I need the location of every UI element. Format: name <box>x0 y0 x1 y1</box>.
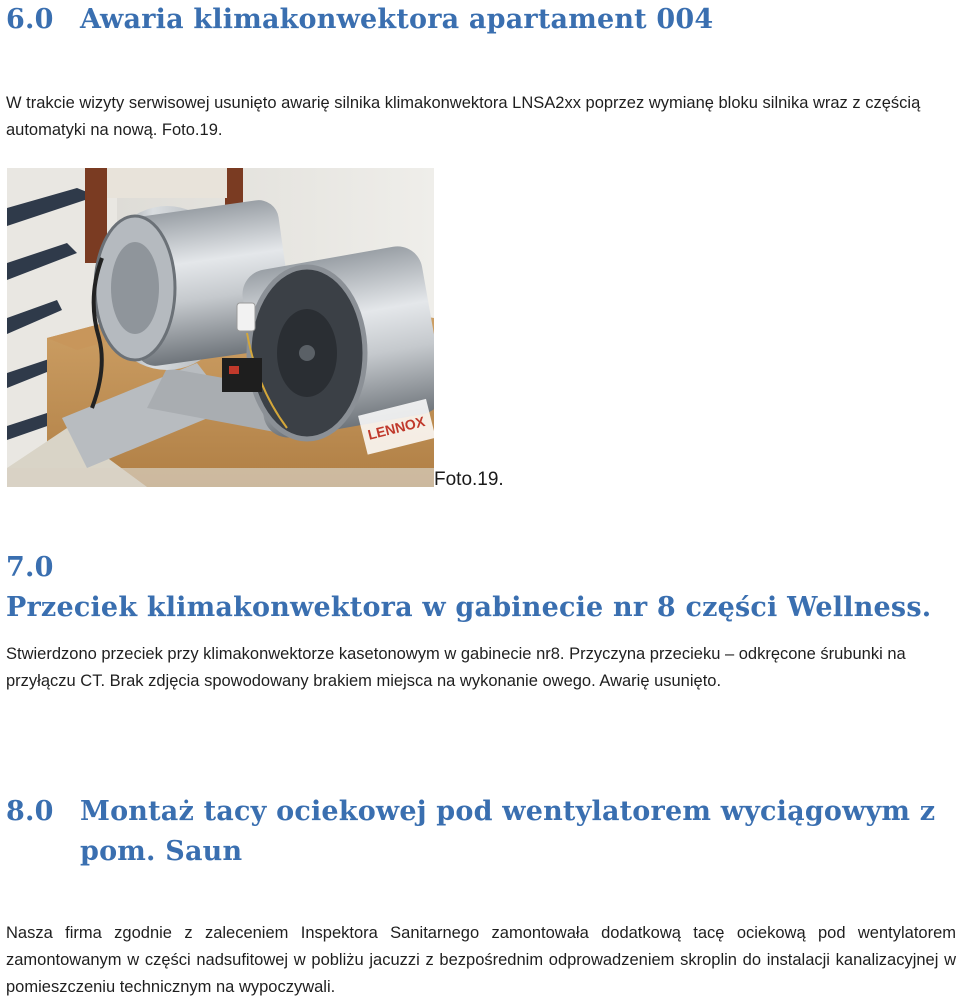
section-6-number: 6.0 <box>6 4 54 35</box>
foto-19-image <box>7 168 434 487</box>
section-6-text: W trakcie wizyty serwisowej usunięto awarię silnika klimakonwektora LNSA2xx poprzez wymianę bloku silnika wraz z częścią automatyki na nową. Foto.19. <box>6 94 921 139</box>
section-7-heading <box>6 548 960 628</box>
section-8-text: Nasza firma zgodnie z zaleceniem Inspektora Sanitarnego zamontowała dodatkową tacę ociekową pod wentylatorem zamontowanym w części nadsufitowej w pobliżu jacuzzi z bezpośrednim odprowadzeniem skroplin do instalacji kanalizacyjnej w pomieszczeniu technicznym na wypoczywali. <box>6 924 956 996</box>
section-6-heading <box>6 0 713 40</box>
section-8-number: 8.0 <box>6 796 54 827</box>
section-8-heading <box>6 792 956 872</box>
photo-caption: Foto.19. <box>434 469 504 490</box>
box-label-text: LENNOX <box>366 413 427 443</box>
section-7-number: 7.0 <box>6 552 54 583</box>
section-6-title: Awaria klimakonwektora apartament 004 <box>80 4 714 35</box>
section-7-text: Stwierdzono przeciek przy klimakonwektorze kasetonowym w gabinecie nr8. Przyczyna przecieku – odkręcone śrubunki na przyłączu CT. Brak zdjęcia spowodowany brakiem miejsca na wykonanie owego. Awarię usunięto. <box>6 645 906 690</box>
section-8-title: Montaż tacy ociekowej pod wentylatorem wyciągowym z pom. Saun <box>80 796 936 867</box>
section-7-title: Przeciek klimakonwektora w gabinecie nr 8 części Wellness. <box>6 592 932 623</box>
